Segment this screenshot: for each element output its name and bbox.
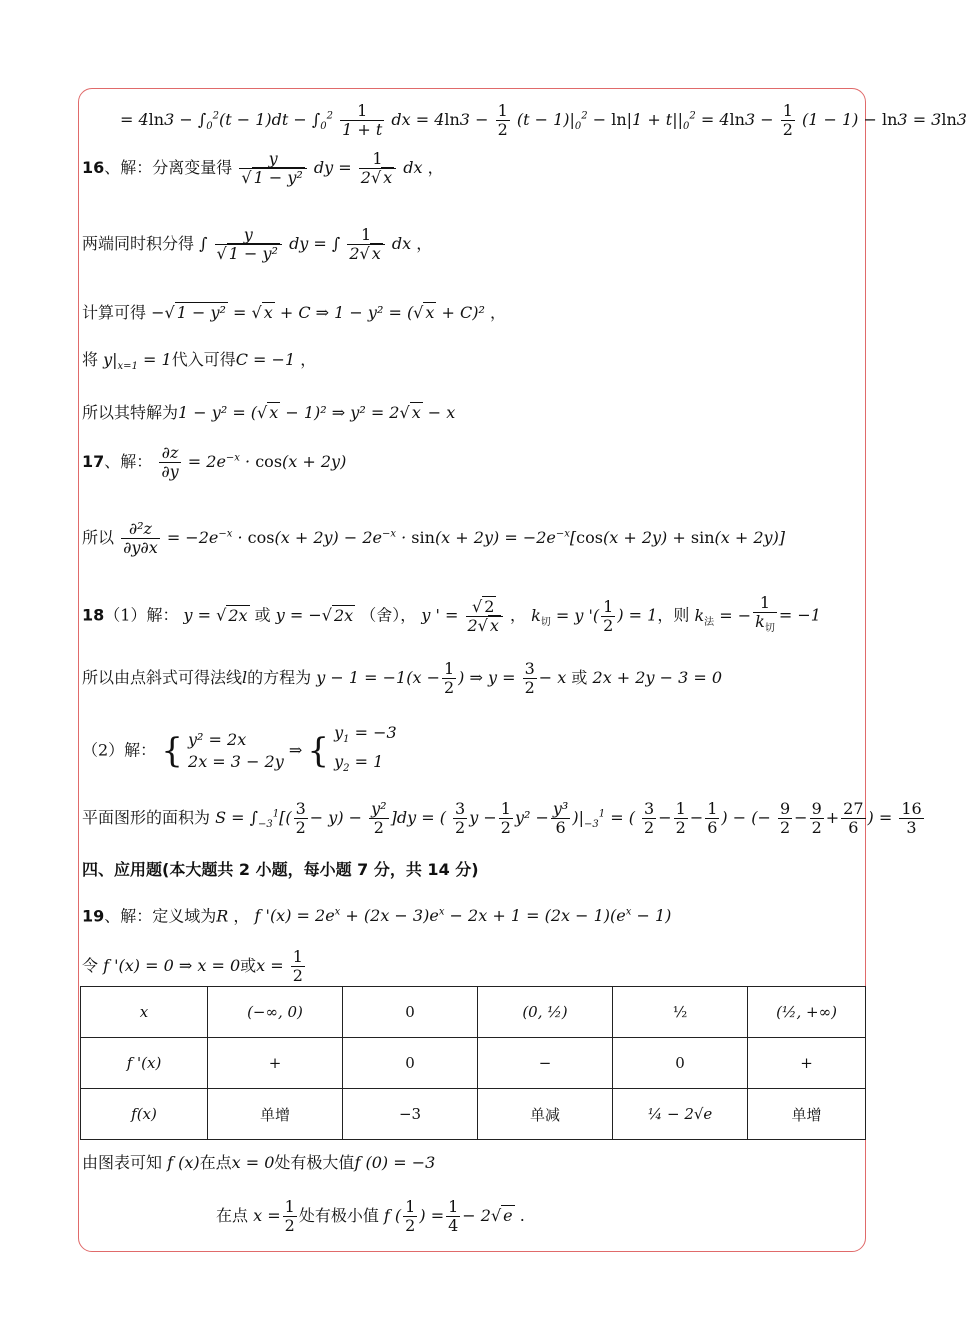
section-4-heading: 四、应用题(本大题共 2 小题，每小题 7 分，共 14 分) [82, 860, 479, 879]
q18-area: 平面图形的面积为 $S = \int_{-3}^1$[( $\frac{3}{2}$ − y) − $\frac{\text{y²}}{2}$ ]dy = ( $\frac{3}{2}$ y − $\frac{1}{2}$ y² − $\frac{\text{y³}}{6}$ )$|_{-3}^1$ = ( $\frac{3}{2}$ − $\frac{1}{2}$ − $\frac{1}{6}$ ) − (− $\frac{9}{2}$ − $\frac{9}{2}$ + $\frac{27}{6}$ ) = $\frac{16}{3}$ [82, 799, 922, 837]
q19-conclusion-min: 在点 x = $\frac{1}{2}$ 处有极小值 f ( $\frac{1}{2}$ ) = $\frac{1}{4}$ − 2√ e . [216, 1197, 525, 1235]
q18-normal-line: 所以由点斜式可得法线l的方程为 y − 1 = −1(x − $\frac{1}{2}$ ) ⇒ y = $\frac{3}{2}$ − x 或 2x + 2y − 3 = 0 [82, 659, 723, 697]
q18-part2: （2）解： { y² = 2x 2x = 3 − 2y ⇒ { $y_1 = -3$ $y_2 = 1$ [82, 723, 397, 775]
q15-final-equation: = $4\ln 3 - \int_0^2(t - 1)dt - \int_0^2$ $\frac{1}{1 + t}$ dx = 4ln3 − $\frac{1}{2}$ $(t - 1)|_0^2 - \ln|1 + t||_0^2 = 4\ln 3$ − $\frac{1}{2}$ (1 − 1) − ln3 = 3ln3 [120, 101, 967, 139]
table-row: f(x) 单增 −3 单减 ¼ − 2√e 单增 [81, 1089, 866, 1140]
q19-step1: 19、解：定义域为R ， f '$(x) = 2e^x + (2x - 3)e^x - 2x + 1 = (2x - 1)(e^x - 1)$ [82, 906, 672, 926]
table-row: f '(x) + 0 − 0 + [81, 1038, 866, 1089]
q16-step5: 所以其特解为1 − y² = (√ x − 1)² ⇒ y² = 2√ x − x [82, 403, 456, 422]
q18-part1: 18（1）解： y = √ 2x 或 y = −√ 2x （舍）， y ' = $\frac{√ 2}{2√ x}$ ， $k_切 = y$ '( $\frac{1}{2}$ ) = 1，则 $k_法$ = − $\frac{1}{k_切}$ = −1 [82, 593, 821, 635]
q16-step3: 计算可得 −√ 1 − y² = √ x + C ⇒ 1 − y² = (√ x + C)² ， [82, 303, 506, 322]
sign-chart-table [80, 986, 866, 1140]
q16-step1: 16、解：分离变量得 $\frac{y}{\text{√ 1 − y²}}$ dy = $\frac{1}{2√ x}$ dx ， [82, 149, 444, 187]
q19-step2: 令 f '(x) = 0 ⇒ x = 0或x = $\frac{1}{2}$ [82, 947, 303, 985]
q17-step2: 所以 $\frac{\text{∂²z}}{\partial y\partial x}$ = $-2e^{-x} \cdot \cos(x + 2y) - 2e^{-x} \cdot \sin(x + 2y) = -2e^{-x}[\cos(x + 2y) + \sin(x + 2y)]$ [82, 519, 786, 557]
q19-conclusion-max: 由图表可知 f (x)在点x = 0处有极大值f (0) = −3 [82, 1153, 436, 1172]
q17-step1: 17、解： $\frac{\partial z}{\partial y}$ = $2e^{-x} \cdot \cos(x + 2y)$ [82, 443, 347, 481]
q16-step4: 将 $y|_{x=1} = 1$代入可得C = −1 ， [82, 350, 317, 373]
table-row: x (−∞, 0) 0 (0, ½) ½ (½, +∞) [81, 987, 866, 1038]
q16-number: 16 [82, 158, 105, 177]
q16-step2: 两端同时积分得 ∫ $\frac{y}{\text{√ 1 − y²}}$ dy = ∫ $\frac{1}{2√ x}$ dx ， [82, 225, 433, 263]
